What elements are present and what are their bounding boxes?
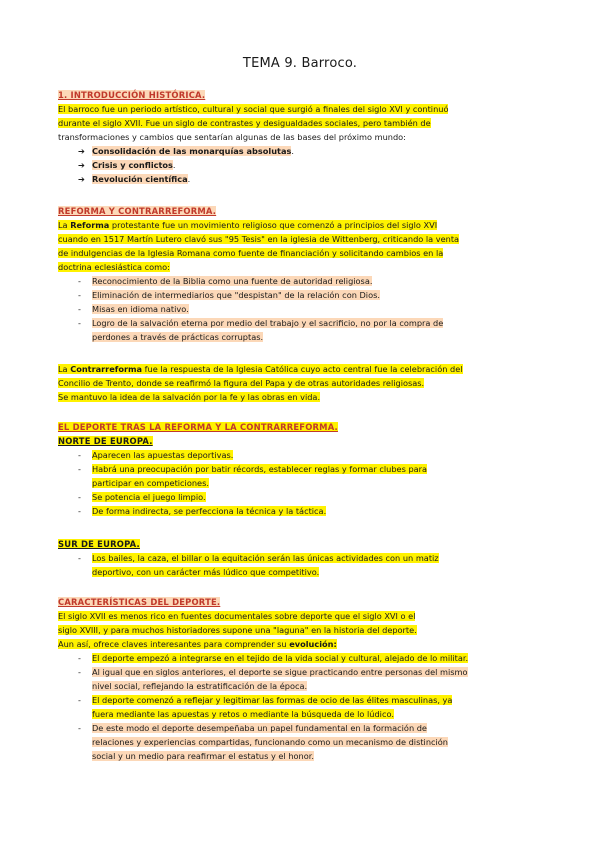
list-item: - Se potencia el juego limpio. <box>78 492 206 502</box>
arrow-right-icon: ➔ <box>78 160 85 170</box>
arrow-right-icon: ➔ <box>78 174 85 184</box>
paragraph-line: Aun así, ofrece claves interesantes para comprender su evolución: <box>58 639 337 649</box>
paragraph-line: de indulgencias de la Iglesia Romana como fuente de financiación y solicitando cambios en la <box>58 248 444 258</box>
list-item: - De este modo el deporte desempeñaba un papel fundamental en la formación de relaciones y experiencias compartidas, funcionando como un mecanismo de distinción social y un medio para reafirmar el estatus y el honor. <box>78 723 448 761</box>
list-item: - Eliminación de intermediarios que "despistan" de la relación con Dios. <box>78 290 380 300</box>
list-item: ➔ Crisis y conflictos. <box>78 160 176 170</box>
arrow-right-icon: ➔ <box>78 146 85 156</box>
list-item: - Habrá una preocupación por batir récords, establecer reglas y formar clubes para participar en competiciones. <box>78 464 428 488</box>
paragraph-line: transformaciones y cambios que sentarían algunas de las bases del próximo mundo: <box>58 132 406 142</box>
dash-bullet-icon: - <box>78 723 81 733</box>
dash-bullet-icon: - <box>78 695 81 705</box>
paragraph-line: Concilio de Trento, donde se reafirmó la figura del Papa y de otras autoridades religiosas. <box>58 378 425 388</box>
section-heading: EL DEPORTE TRAS LA REFORMA Y LA CONTRARREFORMA. <box>58 422 338 432</box>
dash-bullet-icon: - <box>78 318 81 328</box>
paragraph-line: El siglo XVII es menos rico en fuentes documentales sobre deporte que el siglo XVI o el <box>58 611 416 621</box>
paragraph-line: durante el siglo XVII. Fue un siglo de contrastes y desigualdades sociales, pero también de <box>58 118 431 128</box>
paragraph-line: cuando en 1517 Martín Lutero clavó sus "95 Tesis" en la iglesia de Wittenberg, criticando la venta <box>58 234 460 244</box>
dash-bullet-icon: - <box>78 464 81 474</box>
dash-bullet-icon: - <box>78 667 81 677</box>
document-title: TEMA 9. Barroco. <box>242 56 358 71</box>
dash-bullet-icon: - <box>78 304 81 314</box>
paragraph-line: doctrina eclesiástica como: <box>58 262 170 272</box>
section-caracteristicas <box>58 595 548 763</box>
dash-bullet-icon: - <box>78 492 81 502</box>
dash-bullet-icon: - <box>78 553 81 563</box>
list-item: - Logro de la salvación eterna por medio del trabajo y el sacrificio, no por la compra de perdones a través de prácticas corruptas. <box>78 318 444 342</box>
list-item: - Misas en idioma nativo. <box>78 304 189 314</box>
list-item: ➔ Consolidación de las monarquías absolutas. <box>78 146 294 156</box>
section-deporte-reforma <box>58 420 548 518</box>
dash-bullet-icon: - <box>78 276 81 286</box>
list-item: - Los bailes, la caza, el billar o la equitación serán las únicas actividades con un matiz deportivo, con un carácter más lúdico que competitivo. <box>78 553 439 577</box>
subsection-heading: SUR DE EUROPA. <box>58 539 140 549</box>
section-heading: CARACTERÍSTICAS DEL DEPORTE. <box>58 597 221 607</box>
section-contrarreforma <box>58 362 548 404</box>
paragraph-line: El barroco fue un periodo artístico, cultural y social que surgió a finales del siglo XVI y continuó <box>58 104 449 114</box>
subsection-heading: NORTE DE EUROPA. <box>58 436 153 446</box>
paragraph-line: siglo XVIII, y para muchos historiadores supone una "laguna" en la historia del deporte. <box>58 625 417 635</box>
section-heading: REFORMA Y CONTRARREFORMA. <box>58 206 217 216</box>
section-sur-europa <box>58 537 548 579</box>
paragraph-line: La Reforma protestante fue un movimiento religioso que comenzó a principios del siglo XVI <box>58 220 438 230</box>
paragraph-line: Se mantuvo la idea de la salvación por la fe y las obras en vida. <box>58 392 321 402</box>
list-item: - El deporte comenzó a reflejar y legitimar las formas de ocio de las élites masculinas, ya fuera mediante las apuestas y retos o mediante la búsqueda de lo lúdico. <box>78 695 453 719</box>
dash-bullet-icon: - <box>78 290 81 300</box>
section-introduccion <box>58 88 548 186</box>
dash-bullet-icon: - <box>78 506 81 516</box>
list-item: - El deporte empezó a integrarse en el tejido de la vida social y cultural, alejado de lo militar. <box>78 653 469 663</box>
list-item: - Al igual que en siglos anteriores, el deporte se sigue practicando entre personas del mismo nivel social, reflejando la estratificación de la época. <box>78 667 468 691</box>
dash-bullet-icon: - <box>78 653 81 663</box>
paragraph-line: La Contrarreforma fue la respuesta de la Iglesia Católica cuyo acto central fue la celebración del <box>58 364 463 374</box>
list-item: ➔ Revolución científica. <box>78 174 191 184</box>
section-heading: 1. INTRODUCCIÓN HISTÓRICA. <box>58 90 206 100</box>
list-item: - Reconocimiento de la Biblia como una fuente de autoridad religiosa. <box>78 276 373 286</box>
dash-bullet-icon: - <box>78 450 81 460</box>
list-item: - Aparecen las apuestas deportivas. <box>78 450 234 460</box>
list-item: - De forma indirecta, se perfecciona la técnica y la táctica. <box>78 506 327 516</box>
section-reforma <box>58 204 548 344</box>
